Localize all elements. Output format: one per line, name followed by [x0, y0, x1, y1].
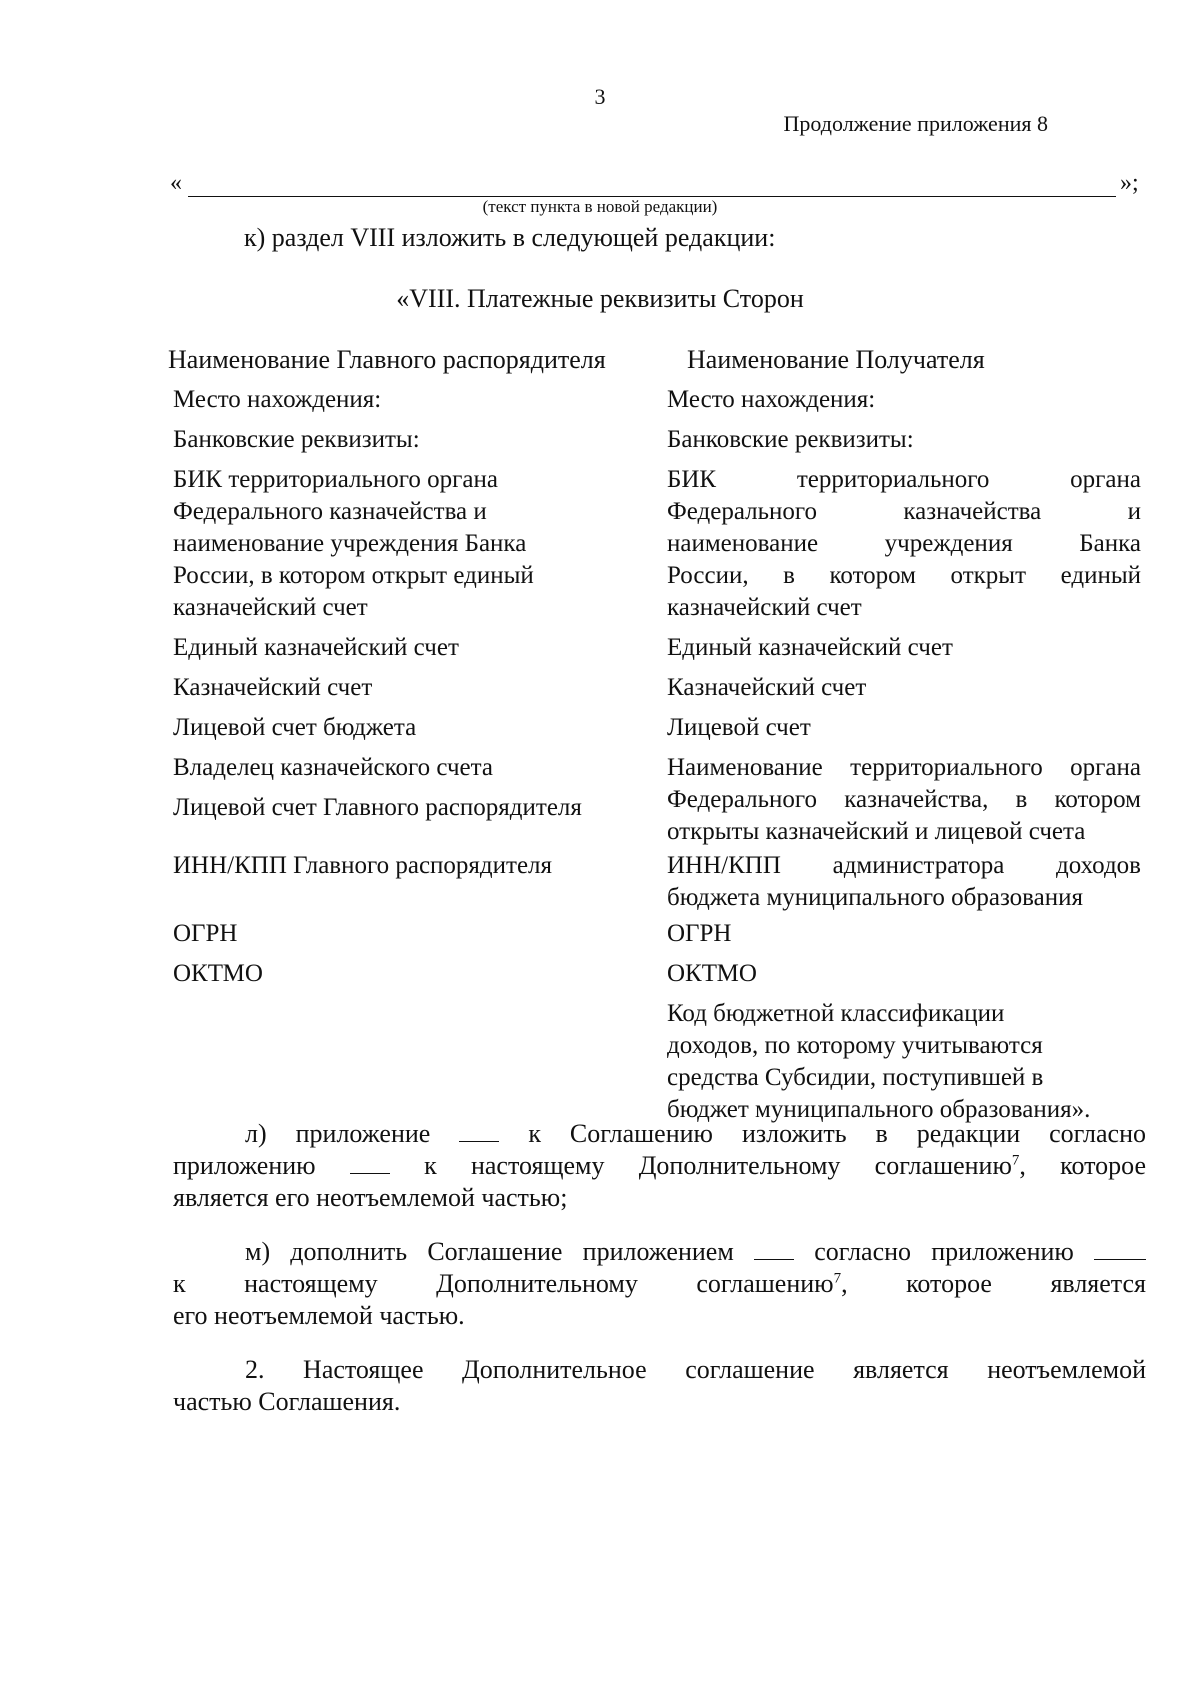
item-2-line: частью Соглашения.	[173, 1387, 401, 1416]
right-inn-line: бюджета муниципального образования	[667, 884, 1084, 911]
footnote-ref: 7	[833, 1270, 842, 1287]
item-l-text: к Соглашению изложить в редакции согласно	[528, 1119, 1146, 1148]
left-bik-line: БИК территориального органа	[173, 466, 498, 493]
right-bik-line: Федерального казначейства и	[667, 498, 1141, 525]
right-bik-line: наименование учреждения Банка	[667, 530, 1141, 557]
item-l-line: является его неотъемлемой частью;	[173, 1183, 568, 1212]
item-m	[173, 1236, 1146, 1332]
left-oktmo: ОКТМО	[173, 960, 263, 987]
quote-close: »;	[1120, 170, 1139, 196]
right-treasury-body-line: открыты казначейский и лицевой счета	[667, 818, 1086, 845]
right-kbk-line: средства Субсидии, поступившей в	[667, 1064, 1044, 1091]
left-location: Место нахождения:	[173, 386, 382, 413]
right-inn-line: ИНН/КПП администратора доходов	[667, 852, 1141, 879]
right-bik	[667, 464, 1141, 624]
item-k: к) раздел VIII изложить в следующей редакции:	[244, 223, 776, 252]
right-ogrn: ОГРН	[667, 920, 732, 947]
right-treasury-body-line: Федерального казначейства, в котором	[667, 786, 1141, 813]
left-single-account: Единый казначейский счет	[173, 634, 459, 661]
item-l-text: , которое	[1019, 1151, 1146, 1180]
right-bik-line: казначейский счет	[667, 594, 862, 621]
footnote-ref: 7	[1011, 1152, 1020, 1169]
item-m-line: его неотъемлемой частью.	[173, 1301, 465, 1330]
right-kbk-line: бюджет муниципального образования».	[667, 1096, 1091, 1123]
right-bik-line: России, в котором открыт единый	[667, 562, 1141, 589]
left-ogrn: ОГРН	[173, 920, 238, 947]
right-bik-line: БИК территориального органа	[667, 466, 1141, 493]
continuation-label: Продолжение приложения 8	[783, 111, 1048, 136]
left-column-header: Наименование Главного распорядителя	[168, 345, 606, 374]
item-2	[173, 1354, 1146, 1418]
item-m-line	[173, 1236, 1146, 1268]
item-l-text: приложению	[173, 1151, 316, 1180]
item-l-line	[173, 1118, 1146, 1150]
item-m-line	[173, 1268, 1146, 1300]
blank-field	[350, 1153, 390, 1174]
left-account-owner: Владелец казначейского счета	[173, 754, 493, 781]
item-m-text: , которое является	[841, 1269, 1146, 1298]
item-l-text: л) приложение	[245, 1119, 431, 1148]
item-2-line: 2. Настоящее Дополнительное соглашение является неотъемлемой	[245, 1355, 1146, 1384]
left-bank-details: Банковские реквизиты:	[173, 426, 420, 453]
right-personal-account: Лицевой счет	[667, 714, 811, 741]
item-l-text: к настоящему Дополнительному соглашению	[424, 1151, 1012, 1180]
right-bank-details: Банковские реквизиты:	[667, 426, 914, 453]
item-m-text: согласно приложению	[814, 1237, 1074, 1266]
right-single-account: Единый казначейский счет	[667, 634, 953, 661]
item-m-text: м) дополнить Соглашение приложением	[245, 1237, 734, 1266]
blank-field	[1094, 1239, 1146, 1260]
item-l-line	[173, 1150, 1146, 1182]
left-bik-line: России, в котором открыт единый	[173, 562, 534, 589]
left-treasury-account: Казначейский счет	[173, 674, 373, 701]
item-l	[173, 1118, 1146, 1214]
blank-line-caption: (текст пункта в новой редакции)	[482, 197, 718, 216]
blank-field	[754, 1239, 794, 1260]
page-number: 3	[594, 84, 606, 109]
blank-field	[459, 1121, 499, 1142]
right-treasury-body	[667, 752, 1141, 848]
right-kbk-line: доходов, по которому учитываются	[667, 1032, 1043, 1059]
left-bik-line: наименование учреждения Банка	[173, 530, 527, 557]
left-inn-kpp: ИНН/КПП Главного распорядителя	[173, 852, 553, 879]
right-kbk	[667, 998, 1141, 1126]
right-treasury-account: Казначейский счет	[667, 674, 867, 701]
item-m-text: к настоящему Дополнительному соглашению	[173, 1269, 834, 1298]
left-bik-line: Федерального казначейства и	[173, 498, 487, 525]
right-kbk-line: Код бюджетной классификации	[667, 1000, 1005, 1027]
left-bik	[173, 464, 633, 624]
right-inn-kpp	[667, 850, 1141, 914]
left-bik-line: казначейский счет	[173, 594, 368, 621]
right-treasury-body-line: Наименование территориального органа	[667, 754, 1141, 781]
right-location: Место нахождения:	[667, 386, 876, 413]
section-title: «VIII. Платежные реквизиты Сторон	[396, 284, 804, 313]
left-personal-account: Лицевой счет бюджета	[173, 714, 417, 741]
left-gr-account: Лицевой счет Главного распорядителя	[173, 794, 582, 821]
quote-open: «	[170, 170, 182, 196]
right-oktmo: ОКТМО	[667, 960, 757, 987]
right-column-header: Наименование Получателя	[687, 345, 985, 374]
